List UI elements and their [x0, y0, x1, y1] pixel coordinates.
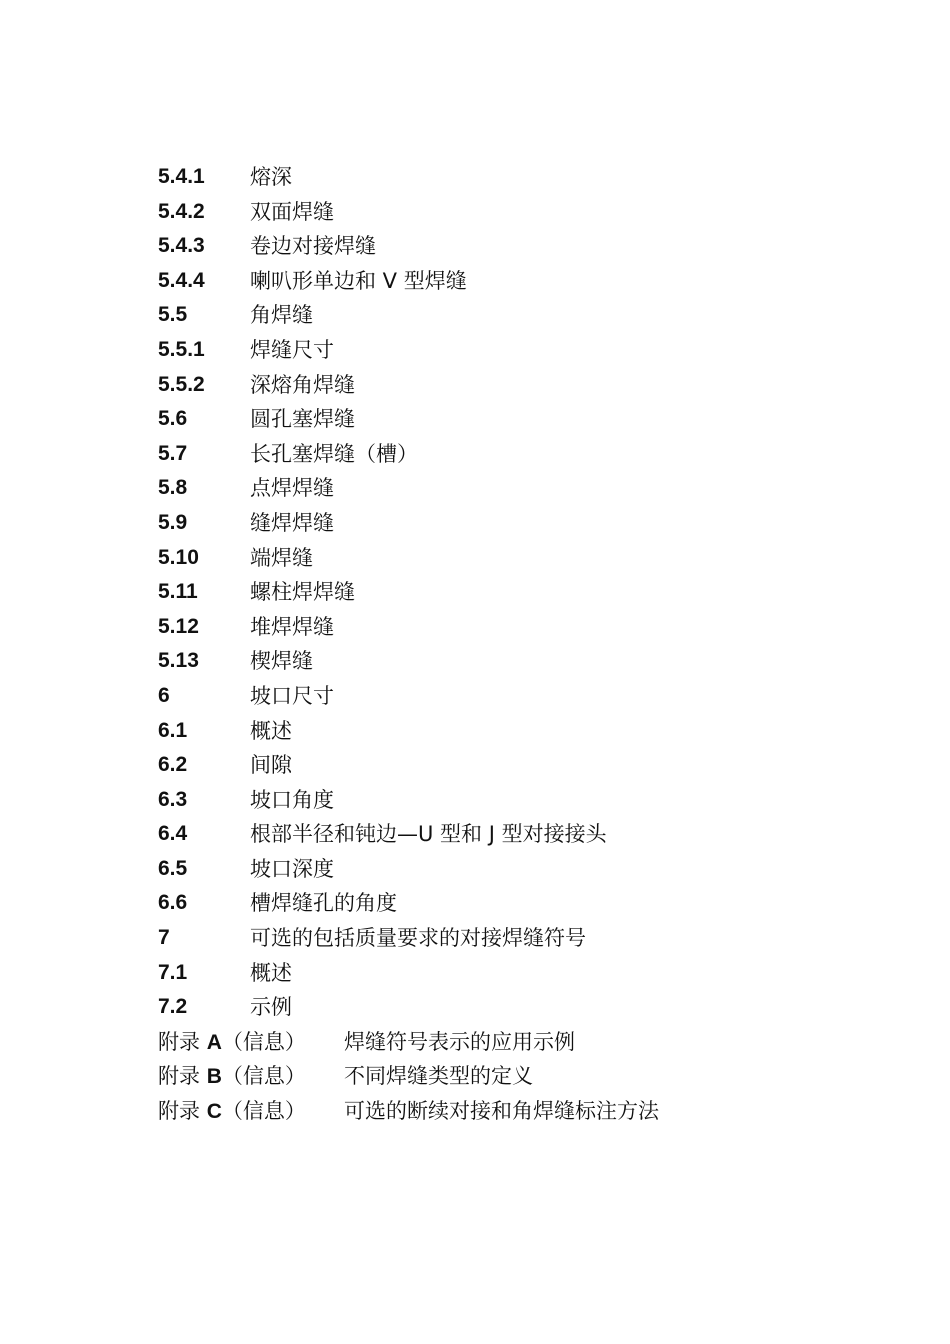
toc-entry-title: 点焊焊缝	[250, 476, 334, 501]
toc-entry-title: 坡口深度	[250, 856, 334, 881]
toc-entry	[158, 852, 858, 887]
toc-entry-number: 7.2	[158, 995, 188, 1019]
toc-entry-title: 双面焊缝	[250, 199, 334, 224]
toc-entry-title: 楔焊缝	[250, 649, 313, 674]
toc-entry-number: 7.1	[158, 960, 188, 984]
toc-entry	[158, 541, 858, 576]
appendix-prefix: 附录	[158, 1064, 200, 1089]
toc-entry-number: 5.6	[158, 407, 188, 431]
appendix-label	[158, 1094, 306, 1130]
toc-entry	[158, 956, 858, 991]
toc-entry-number: 5.13	[158, 649, 199, 673]
toc-entry	[158, 333, 858, 368]
toc-entry	[158, 921, 858, 956]
toc-entry-title: 坡口角度	[250, 787, 334, 812]
appendix-prefix: 附录	[158, 1029, 200, 1054]
toc-entry-number: 5.4.4	[158, 268, 205, 292]
appendix-note: （信息）	[221, 1029, 306, 1054]
toc-appendix-entry	[158, 1025, 858, 1060]
toc-entry	[158, 748, 858, 783]
toc-appendix-entry	[158, 1094, 858, 1129]
toc-entry	[158, 298, 858, 333]
toc-entry-number: 5.4.3	[158, 234, 205, 258]
toc-entry	[158, 886, 858, 921]
toc-entry-number: 6.3	[158, 787, 188, 811]
toc-entry	[158, 679, 858, 714]
toc-entry	[158, 368, 858, 403]
toc-entry	[158, 817, 858, 852]
toc-entry-title: 堆焊焊缝	[250, 614, 334, 639]
toc-entry-number: 6.4	[158, 822, 188, 846]
toc-entry-title: 根部半径和钝边—U 型和 J 型对接接头	[250, 822, 607, 847]
toc-entry-number: 5.12	[158, 614, 199, 638]
toc-entry	[158, 783, 858, 818]
toc-entry-title: 示例	[250, 995, 292, 1020]
toc-entry-title: 端焊缝	[250, 545, 313, 570]
toc-entry-number: 5.7	[158, 441, 188, 465]
toc-entry-number: 5.9	[158, 510, 188, 534]
toc-appendix-entry	[158, 1059, 858, 1094]
toc-entry-number: 6.2	[158, 753, 188, 777]
toc-entry	[158, 610, 858, 645]
toc-entry-title: 缝焊焊缝	[250, 510, 334, 535]
toc-entry	[158, 160, 858, 195]
toc-entry-number: 5.5.1	[158, 337, 205, 361]
appendix-letter: B	[206, 1065, 222, 1089]
toc-entry-number: 5.4.2	[158, 199, 205, 223]
toc-entry	[158, 990, 858, 1025]
table-of-contents	[158, 160, 858, 1129]
toc-entry-title: 深熔角焊缝	[250, 372, 355, 397]
appendix-title: 焊缝符号表示的应用示例	[344, 1029, 575, 1054]
appendix-letter: C	[206, 1100, 222, 1124]
appendix-letter: A	[206, 1030, 222, 1054]
appendix-prefix: 附录	[158, 1099, 200, 1124]
appendix-label	[158, 1059, 306, 1095]
toc-entry-number: 5.8	[158, 476, 188, 500]
toc-entry-title: 槽焊缝孔的角度	[250, 891, 397, 916]
toc-entry-number: 7	[158, 926, 170, 950]
toc-entry-title: 焊缝尺寸	[250, 337, 334, 362]
toc-entry-number: 5.5.2	[158, 372, 205, 396]
appendix-title: 可选的断续对接和角焊缝标注方法	[344, 1099, 659, 1124]
appendix-label	[158, 1025, 306, 1061]
toc-entry-title: 坡口尺寸	[250, 683, 334, 708]
toc-entry	[158, 506, 858, 541]
toc-entry	[158, 264, 858, 299]
toc-entry-number: 5.10	[158, 545, 199, 569]
toc-entry-number: 6.1	[158, 718, 188, 742]
toc-entry-title: 卷边对接焊缝	[250, 234, 376, 259]
toc-entry-title: 熔深	[250, 165, 292, 189]
appendix-title: 不同焊缝类型的定义	[344, 1064, 533, 1089]
toc-entry-number: 6.5	[158, 856, 188, 880]
toc-entry-number: 5.11	[158, 580, 198, 604]
toc-entry-title: 可选的包括质量要求的对接焊缝符号	[250, 926, 586, 951]
toc-entry-number: 5.5	[158, 303, 188, 327]
toc-entry-title: 间隙	[250, 753, 292, 778]
appendix-note: （信息）	[221, 1099, 306, 1124]
toc-entry	[158, 714, 858, 749]
toc-entry-title: 螺柱焊焊缝	[250, 580, 355, 605]
toc-entry-title: 喇叭形单边和 V 型焊缝	[250, 268, 467, 293]
toc-entry-title: 概述	[250, 960, 292, 985]
toc-entry	[158, 471, 858, 506]
toc-entry-number: 6.6	[158, 891, 188, 915]
toc-entry-number: 5.4.1	[158, 165, 205, 188]
toc-entry-title: 概述	[250, 718, 292, 743]
toc-entry-title: 圆孔塞焊缝	[250, 407, 355, 432]
appendix-note: （信息）	[221, 1064, 306, 1089]
toc-entry	[158, 437, 858, 472]
toc-entry	[158, 402, 858, 437]
toc-entry-title: 长孔塞焊缝（槽）	[250, 441, 418, 466]
toc-entry	[158, 644, 858, 679]
toc-entry	[158, 229, 858, 264]
toc-entry-number: 6	[158, 683, 170, 707]
toc-entry	[158, 575, 858, 610]
toc-entry	[158, 195, 858, 230]
toc-entry-title: 角焊缝	[250, 303, 313, 328]
